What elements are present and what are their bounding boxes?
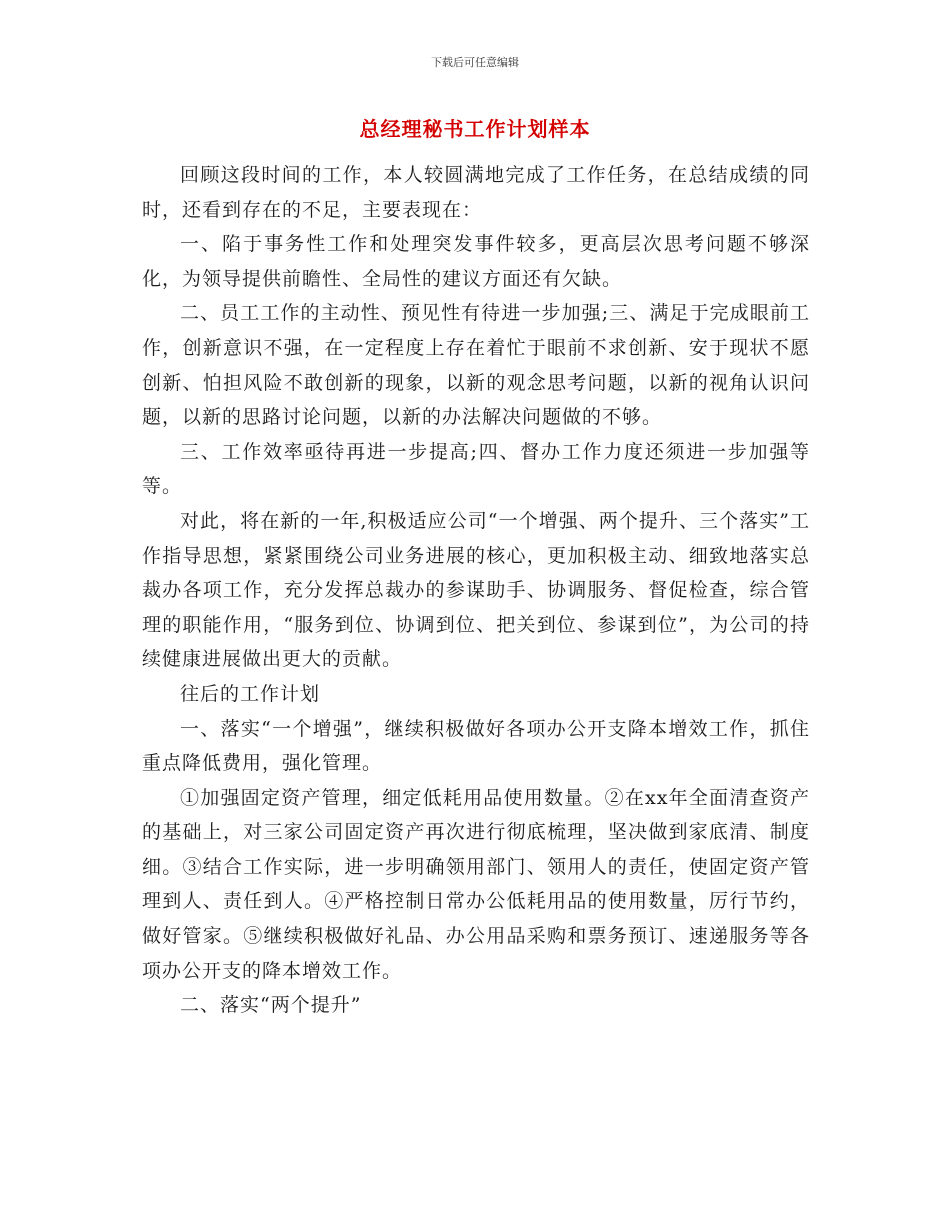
paragraph: ①加强固定资产管理，细定低耗用品使用数量。②在xx年全面清查资产的基础上，对三家公司固定资产再次进行彻底梳理，坚决做到家底清、制度细。③结合工作实际，进一步明确领用部门、领用人的责任，使固定资产管理到人、责任到人。④严格控制日常办公低耗用品的使用数量，厉行节约，做好管家。⑤继续积极做好礼品、办公用品采购和票务预订、速递服务等各项办公开支的降本增效工作。 xyxy=(142,786,810,982)
paragraph: 对此，将在新的一年,积极适应公司“一个增强、两个提升、三个落实”工作指导思想，紧紧围绕公司业务进展的核心，更加积极主动、细致地落实总裁办各项工作，充分发挥总裁办的参谋助手、协调服务、督促检查，综合管理的职能作用，“服务到位、协调到位、把关到位、参谋到位”，为公司的持续健康进展做出更大的贡献。 xyxy=(142,509,810,671)
paragraph: 二、落实“两个提升” xyxy=(180,994,362,1017)
paragraph: 一、落实“一个增强”，继续积极做好各项办公开支降本增效工作，抓住重点降低费用，强化管理。 xyxy=(142,717,810,775)
document-title: 总经理秘书工作计划样本 xyxy=(359,117,591,141)
paragraph: 回顾这段时间的工作，本人较圆满地完成了工作任务，在总结成绩的同时，还看到存在的不足，主要表现在： xyxy=(142,164,810,221)
document-body xyxy=(142,158,810,1023)
paragraph: 二、员工工作的主动性、预见性有待进一步加强;三、满足于完成眼前工作，创新意识不强，在一定程度上存在着忙于眼前不求创新、安于现状不愿创新、怕担风险不敢创新的现象，以新的观念思考问题，以新的视角认识问题，以新的思路讨论问题，以新的办法解决问题做的不够。 xyxy=(142,302,810,429)
header-note: 下载后可任意编辑 xyxy=(431,56,519,69)
paragraph: 一、陷于事务性工作和处理突发事件较多，更高层次思考问题不够深化，为领导提供前瞻性、全局性的建议方面还有欠缺。 xyxy=(142,233,810,290)
paragraph: 三、工作效率亟待再进一步提高;四、督办工作力度还须进一步加强等等。 xyxy=(142,440,810,498)
paragraph: 往后的工作计划 xyxy=(180,682,321,705)
